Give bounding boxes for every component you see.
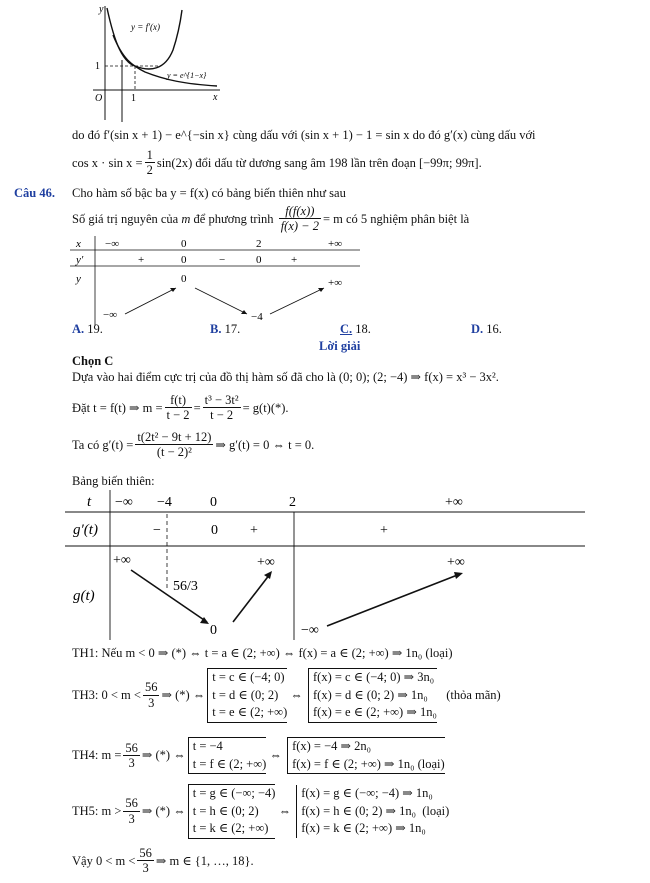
function-graph: [85, 0, 225, 125]
prev-solution-line2: [72, 148, 482, 178]
sol-l3-frac: [135, 430, 213, 460]
sol-line3: [72, 430, 314, 460]
option-a[interactable]: [72, 322, 103, 336]
option-c-value: 18.: [355, 322, 371, 336]
th5-den: 3: [128, 811, 135, 826]
final-frac: [137, 846, 154, 876]
bbt1-y-label: y: [76, 273, 81, 285]
th3-den: 3: [148, 695, 155, 710]
bbt1-y-val: −∞: [103, 309, 118, 321]
th4-right-item: f(x) = −4 ⇒ 2n₀: [292, 739, 371, 753]
question-line2: [72, 204, 469, 234]
bbt2-g-val: −∞: [301, 623, 319, 638]
bbt2-gp-val: 0: [211, 523, 218, 538]
half-den: 2: [146, 163, 153, 178]
bbt2-g-val: +∞: [113, 553, 131, 568]
th3-left-item: t = e ∈ (2; +∞): [212, 705, 288, 719]
sol-l2-frac2: [203, 393, 241, 423]
bbt2-gp-val: +: [250, 523, 258, 538]
th5-num: 56: [125, 796, 138, 811]
bbt1-arrow-up2: [270, 288, 324, 314]
variation-table-1: [70, 236, 360, 326]
option-c[interactable]: [340, 322, 371, 336]
bbt2-gp-val: −: [153, 523, 161, 538]
th5-right-item: f(x) = g ∈ (−∞; −4) ⇒ 1n₀: [301, 786, 433, 800]
bbt1-yp-val: +: [291, 254, 298, 266]
bbt2-t-val: 0: [210, 495, 217, 510]
bbt2-g-val: +∞: [257, 555, 275, 570]
x-axis-label: x: [213, 92, 218, 103]
th5-right-item: f(x) = k ∈ (2; +∞) ⇒ 1n₀: [301, 821, 426, 835]
origin-label: O: [95, 93, 103, 104]
bbt2-gp-label: g′(t): [73, 522, 98, 538]
sol-l2-frac1: [165, 393, 192, 423]
half-num: 1: [146, 148, 153, 162]
curve-f-prime: [107, 8, 182, 69]
bbt2-t-val: 2: [289, 495, 296, 510]
option-b-letter: B.: [210, 322, 222, 336]
sol-line2: [72, 393, 289, 423]
th5-frac: [123, 796, 140, 826]
variation-table-2: [65, 490, 585, 640]
final-a: Vậy 0 < m <: [72, 853, 136, 868]
option-a-letter: A.: [72, 322, 85, 336]
q-line2-b: để phương trình: [193, 211, 274, 226]
bbt1-y-val: −4: [251, 311, 263, 323]
case-th3: TH3: 0 < m < $\frac{56}{3}$ ⇒ (*) ⇔ t = c ∈ (−4; 0) t = d ∈ (0; 2) t = e ∈ (2; +∞) ⇔ f(x) = c ∈ (−4; 0) ⇒ 3n₀ f(x) = d ∈ (0; 2) ⇒ 1n₀ f(x) = e ∈ (2; +∞) ⇒ 1n₀ (thỏa mãn): [72, 668, 501, 723]
th4-den: 3: [128, 756, 135, 770]
th5-left-item: t = h ∈ (0; 2): [192, 803, 259, 818]
bbt1-arrow-up: [125, 288, 176, 314]
sol-line1: Dựa vào hai điểm cực trị của đồ thị hàm số đã cho là (0; 0); (2; −4) ⇒ f(x) = x³ − 3x².: [72, 370, 499, 384]
tick-x-label: 1: [131, 93, 136, 104]
q-line2-c: = m có 5 nghiệm phân biệt là: [322, 211, 470, 226]
th5-right-item: f(x) = h ∈ (0; 2) ⇒ 1n₀: [301, 803, 416, 818]
option-d-letter: D.: [471, 322, 484, 336]
bbt2-g-val: 56/3: [173, 579, 198, 594]
th3-right-system: [308, 668, 437, 723]
sol-l3-num: t(2t² − 9t + 12): [137, 430, 212, 444]
option-a-value: 19.: [87, 322, 103, 336]
final-answer: [72, 846, 254, 876]
sol-l2-eq: =: [193, 400, 201, 415]
th5-left-item: t = g ∈ (−∞; −4): [192, 786, 276, 800]
th3-left-item: t = d ∈ (0; 2): [212, 687, 279, 702]
th5-b: ⇒ (*) ⇔: [141, 804, 186, 819]
choice-label: Chọn C: [72, 354, 114, 368]
bbt1-yp-val: −: [219, 254, 226, 266]
bbt2-g-val: 0: [210, 623, 217, 638]
bbt1-y-val: +∞: [328, 277, 343, 289]
bbt2-arrow-up2: [327, 574, 460, 626]
th4-right-item: f(x) = f ∈ (2; +∞) ⇒ 1n₀ (loại): [292, 756, 445, 771]
curve2-label: y = e^{1−x}: [167, 71, 207, 80]
sol-line4: Bảng biến thiên:: [72, 474, 155, 488]
th3-right-item: f(x) = e ∈ (2; +∞) ⇒ 1n₀: [313, 705, 437, 719]
half-fraction: [145, 148, 155, 178]
bbt2-g-label: g(t): [73, 588, 95, 604]
y-axis-label: y: [99, 4, 104, 15]
prev-line2-b: sin(2x) đổi dấu từ dương sang âm 198 lần trên đoạn [−99π; 99π].: [156, 155, 482, 170]
sol-l2-f1-num: f(t): [165, 393, 192, 408]
sol-l2-a: Đặt t = f(t) ⇒ m =: [72, 400, 163, 415]
q-line2-a: Số giá trị nguyên của: [72, 211, 179, 226]
bbt1-arrowhead: [170, 288, 176, 292]
case-th1: TH1: Nếu m < 0 ⇒ (*) ⇔ t = a ∈ (2; +∞) ⇔ f(x) = a ∈ (2; +∞) ⇒ 1n₀ (loại): [72, 646, 453, 660]
bbt1-arrow-down: [195, 288, 247, 314]
sol-l2-f1-den: t − 2: [166, 408, 190, 423]
th3-left-item: t = c ∈ (−4; 0): [212, 670, 285, 684]
th3-right-item: f(x) = c ∈ (−4; 0) ⇒ 3n₀: [313, 670, 435, 684]
case-th4: TH4: m = $\frac{56}{3}$ ⇒ (*) ⇔ t = −4 t = f ∈ (2; +∞) ⇔ f(x) = −4 ⇒ 2n₀ f(x) = f ∈ (2; +∞) ⇒ 1n₀ (loại): [72, 737, 445, 774]
question-label: Câu 46.: [14, 186, 55, 200]
option-c-letter: C.: [340, 322, 353, 336]
sol-l2-f2-den: t − 2: [210, 408, 234, 423]
th4-b: ⇒ (*) ⇔: [141, 748, 186, 763]
bbt2-t-val: +∞: [445, 495, 463, 510]
bbt1-arrowhead: [241, 310, 247, 314]
final-num: 56: [139, 846, 152, 860]
solution-header: Lời giải: [319, 339, 361, 353]
q-line2-m: m: [181, 211, 191, 226]
option-d[interactable]: [471, 322, 502, 336]
bbt2-arrow-down: [131, 570, 207, 622]
th4-num: 56: [125, 740, 138, 755]
th4-left-item: t = −4: [192, 739, 223, 753]
th4-right-system: [287, 737, 445, 774]
bbt1-yp-label: y′: [76, 254, 84, 266]
th5-left-item: t = k ∈ (2; +∞): [192, 821, 269, 835]
sol-l3-den: (t − 2)²: [156, 445, 192, 460]
sol-l3-a: Ta có g′(t) =: [72, 437, 134, 452]
option-b[interactable]: [210, 322, 240, 336]
bbt2-t-val: −∞: [115, 495, 133, 510]
th5-right-system: [296, 785, 449, 838]
sol-l2-f2-num: t³ − 3t²: [204, 393, 239, 407]
q-frac-den: f(x) − 2: [280, 219, 319, 234]
bbt2-gp-val: +: [380, 523, 388, 538]
bbt2-g-val: +∞: [447, 555, 465, 570]
bbt1-x-val: −∞: [105, 238, 120, 250]
prev-line2-a: cos x · sin x =: [72, 155, 143, 170]
bbt2-t-val: −4: [157, 495, 172, 510]
curve1-label: y = f′(x): [131, 22, 161, 32]
question-fraction: [279, 204, 321, 234]
bbt1-x-label: x: [76, 238, 81, 250]
th4-frac: [123, 741, 140, 771]
final-b: ⇒ m ∈ {1, …, 18}.: [155, 853, 254, 868]
bbt2-arrow-up: [233, 574, 270, 622]
final-den: 3: [142, 861, 149, 876]
bbt1-x-val: 2: [256, 238, 262, 250]
option-d-value: 16.: [486, 322, 502, 336]
bbt2-t-label: t: [87, 494, 92, 510]
th4-a: TH4: m =: [72, 748, 122, 763]
bbt1-x-val: +∞: [328, 238, 343, 250]
th3-left-system: [207, 668, 287, 723]
tick-y-label: 1: [95, 61, 100, 72]
th3-num: 56: [144, 680, 158, 695]
th3-note: (thỏa mãn): [446, 688, 501, 703]
th5-note: (loại): [422, 803, 450, 818]
th3-right-item: f(x) = d ∈ (0; 2) ⇒ 1n₀: [313, 687, 428, 702]
th4-left-system: [188, 737, 267, 774]
th5-a: TH5: m >: [72, 804, 122, 819]
th3-frac: [143, 680, 160, 710]
option-b-value: 17.: [224, 322, 241, 336]
bbt1-yp-val: +: [138, 254, 145, 266]
sol-l2-b: = g(t)(*).: [242, 400, 289, 415]
bbt2-arrowhead: [454, 572, 463, 579]
q-frac-num: f(f(x)): [279, 204, 321, 219]
bbt1-x-val: 0: [181, 238, 187, 250]
th3-a: TH3: 0 < m <: [72, 688, 141, 703]
prev-solution-line1: do đó f′(sin x + 1) − e^{−sin x} cùng dấu với (sin x + 1) − 1 = sin x do đó g′(x) cùng dấu với: [72, 128, 536, 142]
bbt1-yp-val: 0: [181, 254, 187, 266]
th5-left-system: [188, 784, 276, 839]
th3-b: ⇒ (*) ⇔: [161, 688, 206, 703]
bbt1-yp-val: 0: [256, 254, 262, 266]
case-th5: TH5: m > $\frac{56}{3}$ ⇒ (*) ⇔ t = g ∈ (−∞; −4) t = h ∈ (0; 2) t = k ∈ (2; +∞) ⇔ f(x) = g ∈ (−∞; −4) ⇒ 1n₀ f(x) = h ∈ (0; 2) ⇒ 1n₀ (loại) f(x) = k ∈ (2; +∞) ⇒ 1n₀: [72, 784, 449, 839]
bbt1-y-val: 0: [181, 273, 187, 285]
question-text: Cho hàm số bậc ba y = f(x) có bảng biến thiên như sau: [72, 186, 346, 200]
th4-left-item: t = f ∈ (2; +∞): [192, 756, 267, 771]
sol-l3-b: ⇒ g′(t) = 0 ⇔ t = 0.: [215, 437, 315, 452]
